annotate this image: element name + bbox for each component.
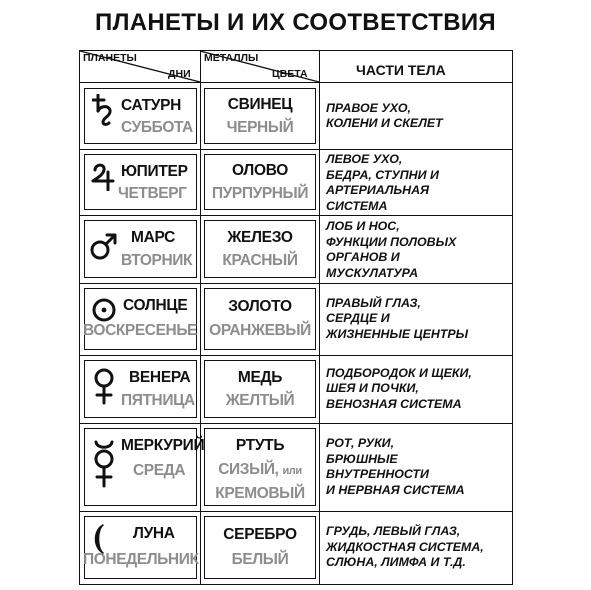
planet-name: МАРС bbox=[131, 229, 176, 246]
body-part-line: ПОДБОРОДОК И ЩЕКИ, bbox=[326, 365, 472, 380]
body-part-line: ФУНКЦИИ ПОЛОВЫХ bbox=[326, 234, 457, 249]
metal-name: ЗОЛОТО bbox=[228, 298, 292, 315]
body-part-line: ВНУТРЕННОСТИ bbox=[326, 467, 429, 481]
day-name: ПЯТНИЦА bbox=[121, 392, 195, 409]
body-part-line: ВЕНОЗНАЯ СИСТЕМА bbox=[326, 396, 462, 411]
page-title: ПЛАНЕТЫ И ИХ СООТВЕТСТВИЯ bbox=[95, 9, 496, 36]
body-part-line: СИСТЕМА bbox=[326, 198, 388, 213]
day-name: ВОСКРЕСЕНЬЕ bbox=[83, 322, 197, 339]
color-name: ЧЕРНЫЙ bbox=[226, 119, 294, 136]
day-name: ЧЕТВЕРГ bbox=[118, 185, 187, 202]
day-name: ВТОРНИК bbox=[121, 252, 193, 269]
body-part-line: АРТЕРИАЛЬНАЯ bbox=[326, 183, 430, 197]
planet-cell bbox=[84, 428, 205, 506]
metal-cell bbox=[204, 360, 316, 418]
planet-name: МЕРКУРИЙ bbox=[121, 437, 205, 454]
color-or: или bbox=[282, 465, 302, 477]
body-parts bbox=[326, 517, 508, 578]
planet-cell bbox=[84, 154, 197, 210]
planet-cell bbox=[84, 516, 197, 579]
body-parts bbox=[326, 89, 508, 143]
body-part-line: СЛЮНА, ЛИМФА И Т.Д. bbox=[326, 555, 466, 570]
body-part-line: БРЮШНЫЕ bbox=[326, 451, 398, 466]
planet-name: СОЛНЦЕ bbox=[123, 297, 188, 314]
planet-name: САТУРН bbox=[121, 97, 182, 114]
table-row bbox=[80, 423, 514, 511]
table-row bbox=[80, 83, 514, 149]
body-part-line: ЖИДКОСТНАЯ СИСТЕМА, bbox=[326, 539, 484, 554]
planet-cell bbox=[84, 360, 197, 418]
table-row bbox=[80, 215, 514, 283]
metal-cell bbox=[204, 516, 316, 579]
metal-cell bbox=[204, 288, 316, 350]
body-part-line: ГРУДЬ, ЛЕВЫЙ ГЛАЗ, bbox=[326, 524, 461, 539]
mercury-icon bbox=[89, 439, 119, 489]
body-part-line: ШЕЯ И ПОЧКИ, bbox=[326, 381, 419, 396]
planet-cell bbox=[84, 288, 197, 350]
body-part-line: ОРГАНОВ И bbox=[326, 250, 400, 264]
body-part-line: БЕДРА, СТУПНИ И bbox=[326, 167, 439, 182]
planet-name: ВЕНЕРА bbox=[129, 369, 191, 386]
header-metals: МЕТАЛЛЫ bbox=[204, 52, 259, 64]
planet-name: ЮПИТЕР bbox=[121, 163, 188, 180]
body-part-line: И НЕРВНАЯ СИСТЕМА bbox=[326, 482, 465, 497]
jupiter-icon bbox=[89, 161, 119, 191]
body-part-line: РОТ, РУКИ, bbox=[326, 436, 395, 450]
header-colors: ЦВЕТА bbox=[272, 68, 308, 80]
sun-icon bbox=[89, 295, 119, 325]
metal-name: СЕРЕБРО bbox=[223, 526, 297, 543]
metal-cell bbox=[204, 220, 316, 278]
metal-name: ОЛОВО bbox=[232, 162, 288, 179]
planet-cell bbox=[84, 88, 197, 144]
metal-cell bbox=[204, 88, 316, 144]
body-part-line: МУСКУЛАТУРА bbox=[326, 265, 419, 280]
body-part-line: ЛЕВОЕ УХО, bbox=[326, 152, 403, 166]
table-row bbox=[80, 283, 514, 355]
color-name: КРЕМОВЫЙ bbox=[215, 485, 305, 502]
body-part-line: ПРАВОЕ УХО, bbox=[326, 100, 411, 115]
header-days: ДНИ bbox=[168, 68, 191, 80]
color-name: ЖЕЛТЫЙ bbox=[225, 392, 295, 409]
body-part-line: ЛОБ И НОС, bbox=[326, 219, 400, 233]
body-part-line: ПРАВЫЙ ГЛАЗ, bbox=[326, 295, 421, 310]
header-body-parts: ЧАСТИ ТЕЛА bbox=[356, 62, 446, 78]
body-parts bbox=[326, 359, 508, 419]
color-name: ПУРПУРНЫЙ bbox=[211, 185, 309, 202]
correspondence-table bbox=[79, 50, 513, 585]
color-name: ОРАНЖЕВЫЙ bbox=[209, 322, 311, 339]
body-parts bbox=[326, 429, 508, 505]
venus-icon bbox=[89, 366, 119, 406]
table-row bbox=[80, 149, 514, 215]
metal-name: СВИНЕЦ bbox=[227, 96, 293, 113]
metal-cell bbox=[204, 154, 316, 210]
planet-cell bbox=[84, 220, 197, 278]
color-name: БЕЛЫЙ bbox=[231, 551, 289, 568]
metal-cell bbox=[204, 428, 316, 506]
day-name: ПОНЕДЕЛЬНИК bbox=[83, 551, 199, 568]
mars-icon bbox=[89, 231, 119, 261]
metal-name: МЕДЬ bbox=[237, 369, 283, 386]
body-part-line: СЕРДЦЕ И bbox=[326, 311, 390, 326]
metal-name: ЖЕЛЕЗО bbox=[227, 229, 293, 246]
table-row bbox=[80, 511, 514, 584]
saturn-icon bbox=[89, 95, 119, 125]
body-parts bbox=[326, 151, 508, 215]
metal-name: РТУТЬ bbox=[235, 437, 285, 454]
day-name: СУББОТА bbox=[121, 119, 193, 136]
color-name: КРАСНЫЙ bbox=[222, 252, 298, 269]
day-name: СРЕДА bbox=[133, 462, 186, 479]
color-name: СИЗЫЙ, или bbox=[218, 461, 302, 478]
table-row bbox=[80, 355, 514, 423]
body-parts bbox=[326, 289, 508, 349]
planet-name: ЛУНА bbox=[133, 525, 175, 542]
body-part-line: КОЛЕНИ И СКЕЛЕТ bbox=[326, 116, 443, 130]
header-planets: ПЛАНЕТЫ bbox=[83, 52, 137, 64]
body-part-line: ЖИЗНЕННЫЕ ЦЕНТРЫ bbox=[326, 326, 469, 341]
body-parts bbox=[326, 217, 508, 283]
